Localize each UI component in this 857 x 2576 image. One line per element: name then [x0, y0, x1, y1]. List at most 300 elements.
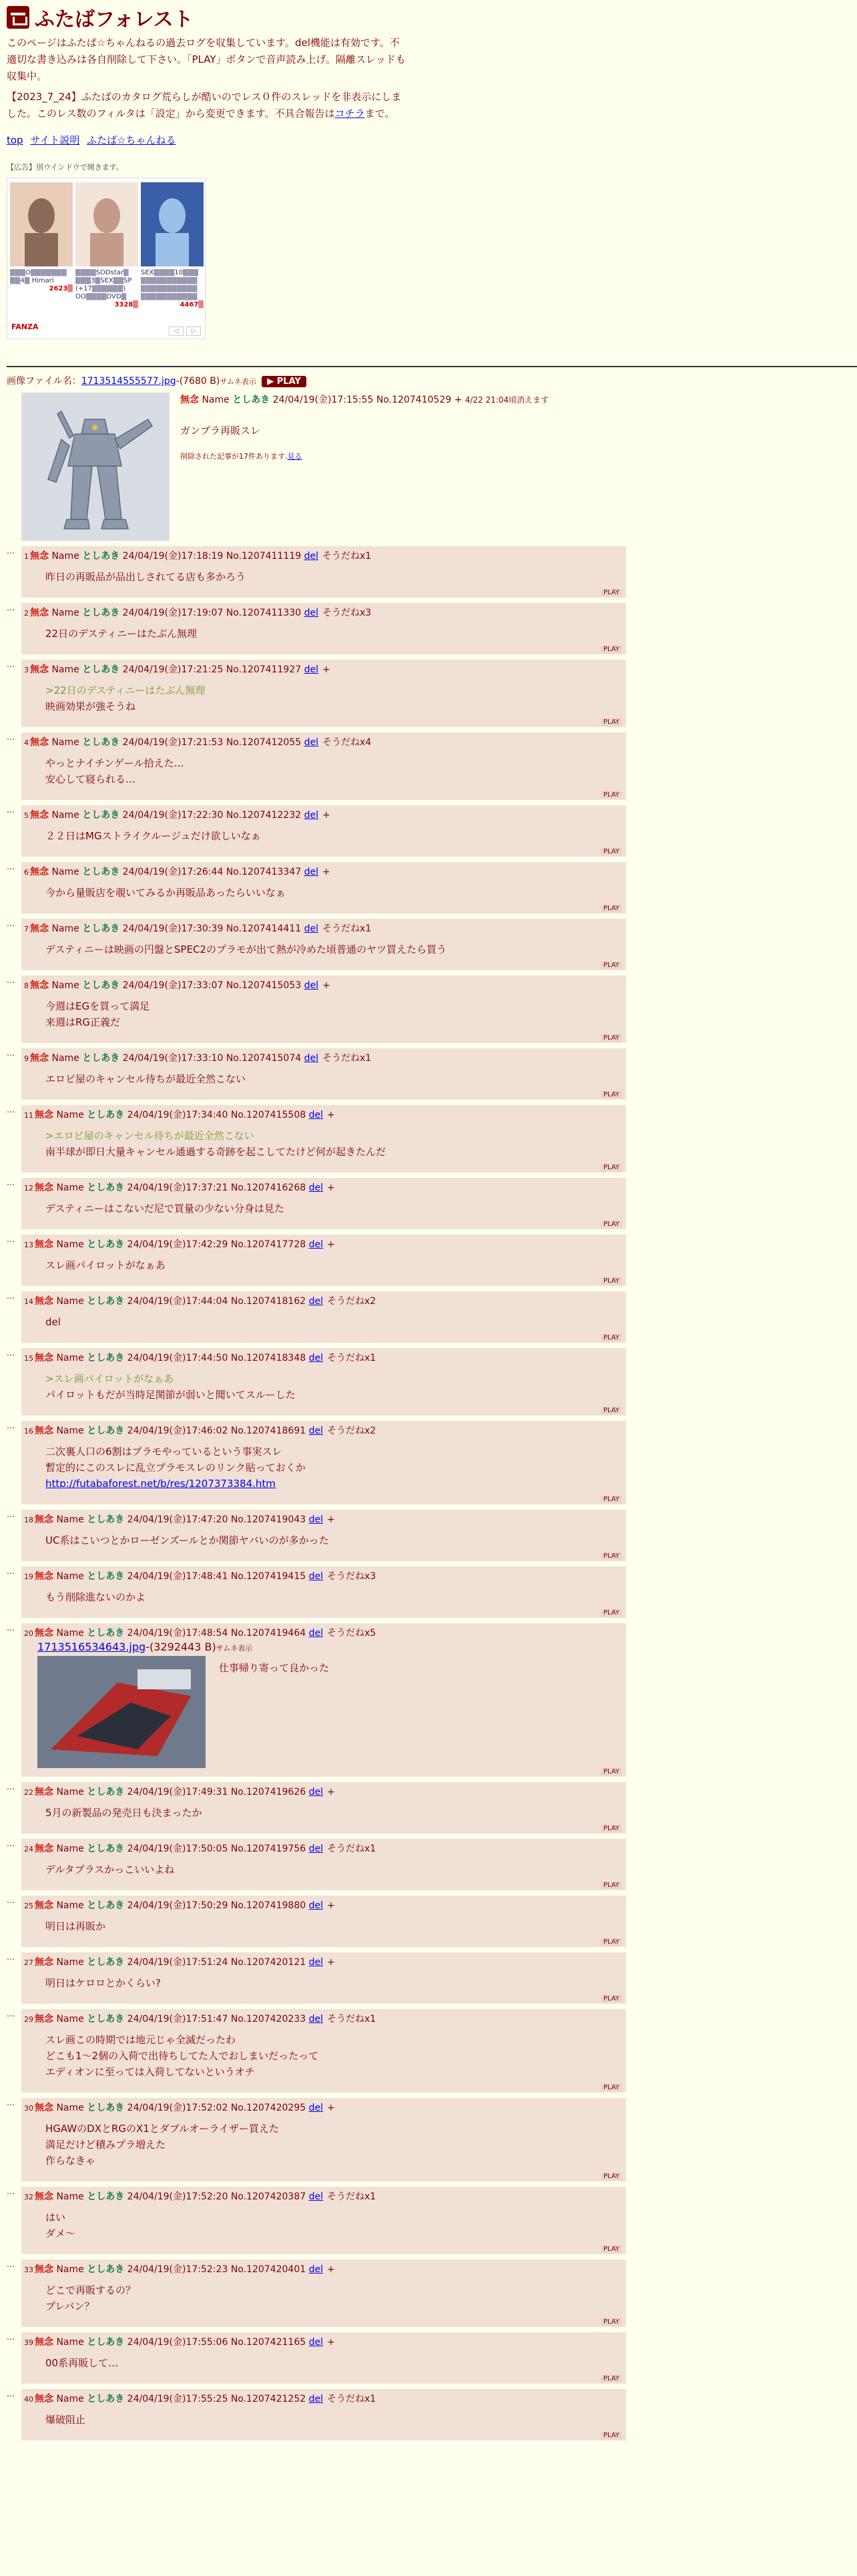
reply-name: としあき — [82, 923, 120, 934]
sodane-button[interactable]: + — [326, 2337, 335, 2348]
reply-row — [7, 2187, 850, 2254]
reply-play — [24, 2173, 622, 2180]
reply-post — [21, 1348, 626, 1416]
sodane-button[interactable]: そうだねx2 — [326, 1426, 376, 1436]
reply-name: としあき — [87, 1353, 125, 1363]
reply-post — [21, 805, 626, 857]
reply-body — [45, 569, 622, 585]
reply-datetime: 24/04/19(金)17:44:50 — [127, 1353, 228, 1363]
reply-play-button[interactable]: PLAY — [601, 1221, 622, 1228]
reply-play-button[interactable]: PLAY — [601, 1277, 622, 1285]
op-subject: 無念 — [180, 395, 199, 405]
del-link[interactable]: del — [308, 1183, 323, 1193]
reply-index: 24 — [24, 1845, 33, 1854]
reply-number[interactable]: No.1207421165 — [230, 2337, 306, 2348]
reply-post — [21, 919, 626, 970]
reply-url-link[interactable]: http://futabaforest.net/b/res/1207373384.htm — [45, 1478, 276, 1490]
op-play-button[interactable]: ▶ PLAY — [262, 376, 306, 387]
reply-row — [7, 1048, 850, 1100]
reply-play — [24, 646, 622, 653]
reply-play-button[interactable]: PLAY — [601, 2375, 622, 2382]
reply-play-button[interactable]: PLAY — [601, 2245, 622, 2253]
sodane-button[interactable]: + — [322, 867, 330, 877]
reply-name-label: Name — [56, 1571, 84, 1582]
reply-datetime: 24/04/19(金)17:47:20 — [127, 1514, 228, 1525]
reply-number[interactable]: No.1207418691 — [230, 1426, 306, 1436]
reply-post — [21, 1839, 626, 1890]
reply-index: 19 — [24, 1572, 33, 1581]
reply-play-button[interactable]: PLAY — [601, 1407, 622, 1414]
reply-post — [21, 976, 626, 1043]
sodane-button[interactable]: そうだねx1 — [326, 2014, 376, 2024]
ad-thumbnail[interactable] — [75, 182, 138, 266]
reply-body — [45, 1314, 622, 1330]
del-link[interactable]: del — [308, 1571, 323, 1582]
reply-text-line: 作らなきゃ — [45, 2155, 96, 2167]
reply-row — [7, 1421, 850, 1504]
site-logo-icon[interactable] — [7, 6, 29, 29]
reply-text-line: デスティニーはこないだ尼で買量の少ない分身は見た — [45, 1203, 284, 1215]
sodane-button[interactable]: + — [326, 1110, 335, 1120]
ad-prev-button[interactable]: ◁ — [169, 327, 184, 336]
reply-post — [21, 1291, 626, 1343]
reply-body — [45, 1975, 622, 1991]
reply-datetime: 24/04/19(金)17:52:02 — [127, 2103, 228, 2113]
ad-item-text[interactable]: OO▒▒▒▒DVD▒ — [75, 293, 127, 300]
reply-row — [7, 2389, 850, 2440]
op-image[interactable] — [21, 393, 170, 541]
reply-index: 2 — [24, 609, 29, 618]
del-link[interactable]: del — [304, 664, 318, 675]
reply-datetime: 24/04/19(金)17:21:53 — [122, 737, 224, 748]
reply-row — [7, 546, 850, 598]
reply-header — [24, 2335, 622, 2348]
del-link[interactable]: del — [304, 810, 318, 821]
reply-post — [21, 2260, 626, 2327]
reply-text-line: 暫定的にこのスレに乱立プラモスレのリンク貼っておくか — [45, 1462, 306, 1474]
reply-name-label: Name — [56, 1844, 84, 1854]
nav-top-link[interactable]: top — [7, 134, 23, 146]
del-link[interactable]: del — [308, 1900, 323, 1911]
reply-dots: … — [7, 2389, 15, 2398]
reply-subject: 無念 — [30, 867, 49, 877]
reply-number[interactable]: No.1207420401 — [230, 2264, 306, 2275]
reply-number[interactable]: No.1207419415 — [230, 1571, 306, 1582]
reply-subject: 無念 — [35, 1787, 53, 1797]
sodane-button[interactable]: + — [322, 664, 330, 675]
show-deleted-link[interactable]: 見る — [287, 452, 302, 461]
reply-subject: 無念 — [35, 2103, 53, 2113]
reply-post — [21, 1623, 626, 1777]
reply-subject: 無念 — [30, 551, 49, 562]
reply-datetime: 24/04/19(金)17:49:31 — [127, 1787, 228, 1797]
reply-number[interactable]: No.1207411927 — [226, 664, 302, 675]
reply-play — [24, 2084, 622, 2091]
ad-next-button[interactable]: ▷ — [186, 327, 201, 336]
reply-index: 12 — [24, 1184, 33, 1193]
sodane-button[interactable]: そうだねx3 — [322, 608, 372, 618]
op-file-meta: -(7680 B) — [176, 376, 220, 387]
site-title[interactable]: ふたばフォレスト — [35, 8, 194, 31]
deleted-note — [180, 451, 549, 461]
reply-play-button[interactable]: PLAY — [601, 1995, 622, 2002]
sodane-button[interactable]: そうだねx5 — [326, 1628, 376, 1639]
reply-number[interactable]: No.1207417728 — [230, 1239, 306, 1250]
reply-row — [7, 1348, 850, 1416]
reply-play-button[interactable]: PLAY — [601, 718, 622, 726]
reply-number[interactable]: No.1207419464 — [230, 1628, 306, 1639]
reply-file-meta: -(3292443 B) — [146, 1641, 216, 1653]
reply-datetime: 24/04/19(金)17:52:20 — [127, 2191, 228, 2202]
reply-index: 33 — [24, 2266, 33, 2274]
reply-dots: … — [7, 660, 15, 669]
sodane-button[interactable]: + — [326, 1239, 335, 1250]
reply-text-line: 明日はケロロとかくらい? — [45, 1977, 161, 1989]
del-link[interactable]: del — [308, 1628, 323, 1639]
reply-name-label: Name — [56, 1183, 84, 1193]
reply-body — [45, 626, 622, 642]
reply-number[interactable]: No.1207419880 — [230, 1900, 306, 1911]
reply-header — [24, 1955, 622, 1968]
ad-item[interactable] — [10, 182, 73, 308]
del-link[interactable]: del — [308, 1514, 323, 1525]
reply-play-button[interactable]: PLAY — [601, 589, 622, 596]
nav-about-link[interactable]: サイト説明 — [30, 134, 80, 146]
reply-text-line: 22日のデスティニーはたぶん無理 — [45, 628, 197, 640]
ad-item-text[interactable]: ▒▒▒▒▒▒▒▒▒▒▒ — [141, 277, 198, 284]
del-link[interactable]: del — [304, 980, 318, 991]
reply-body — [45, 1444, 622, 1492]
sodane-button[interactable]: そうだねx1 — [326, 2191, 376, 2202]
reply-number[interactable]: No.1207412055 — [226, 737, 302, 748]
sodane-button[interactable]: そうだねx1 — [322, 923, 372, 934]
reply-subject: 無念 — [30, 810, 49, 821]
reply-number[interactable]: No.1207420295 — [230, 2103, 306, 2113]
reply-name-label: Name — [56, 1296, 84, 1307]
sodane-button[interactable]: そうだねx4 — [322, 737, 372, 748]
reply-index: 32 — [24, 2193, 33, 2201]
reply-play-button[interactable]: PLAY — [601, 961, 622, 969]
reply-name-label: Name — [56, 1957, 84, 1968]
report-link[interactable]: コチラ — [334, 108, 365, 120]
reply-play-button[interactable]: PLAY — [601, 1768, 622, 1775]
del-link[interactable]: del — [308, 2337, 323, 2348]
reply-dots: … — [7, 1291, 15, 1301]
op-thumb-label: サムネ表示 — [220, 377, 256, 386]
del-link[interactable]: del — [308, 1426, 323, 1436]
reply-header — [24, 1842, 622, 1855]
reply-name: としあき — [87, 2337, 125, 2348]
ad-pager — [166, 323, 201, 336]
reply-header — [24, 1785, 622, 1798]
reply-index: 3 — [24, 666, 29, 674]
reply-text-line: プレバン？ — [45, 2300, 95, 2312]
del-link[interactable]: del — [308, 1844, 323, 1854]
reply-text-line: エロビ屋のキャンセル待ちが最近全然こない — [45, 1073, 246, 1085]
reply-image[interactable] — [37, 1656, 206, 1768]
reply-name: としあき — [87, 2103, 125, 2113]
reply-dots: … — [7, 603, 15, 612]
reply-body — [45, 1532, 622, 1548]
ad-brand[interactable]: FANZA — [11, 323, 39, 331]
del-link[interactable]: del — [304, 608, 318, 618]
del-link[interactable]: del — [304, 867, 318, 877]
reply-body — [45, 941, 622, 957]
reply-text-line: 映画効果が強そうね — [45, 700, 136, 712]
reply-index: 40 — [24, 2395, 33, 2404]
reply-datetime: 24/04/19(金)17:33:10 — [122, 1053, 224, 1064]
del-link[interactable]: del — [308, 1787, 323, 1797]
del-link[interactable]: del — [308, 1296, 323, 1307]
reply-body — [45, 1071, 622, 1087]
sodane-button[interactable]: + — [326, 2103, 335, 2113]
del-link[interactable]: del — [308, 2014, 323, 2024]
reply-number[interactable]: No.1207415508 — [230, 1110, 306, 1120]
reply-number[interactable]: No.1207415074 — [226, 1053, 302, 1064]
reply-subject: 無念 — [35, 1844, 53, 1854]
reply-play-button[interactable]: PLAY — [601, 1552, 622, 1560]
del-link[interactable]: del — [304, 923, 318, 934]
reply-subject: 無念 — [35, 1110, 53, 1120]
reply-name-label: Name — [56, 1628, 84, 1639]
reply-name: としあき — [82, 980, 120, 991]
reply-number[interactable]: No.1207419043 — [230, 1514, 306, 1525]
reply-post — [21, 1952, 626, 2004]
reply-play-button[interactable]: PLAY — [601, 1164, 622, 1171]
reply-play-button[interactable]: PLAY — [601, 1609, 622, 1617]
reply-header — [24, 1108, 622, 1121]
reply-number[interactable]: No.1207411119 — [226, 551, 302, 562]
reply-header — [24, 2189, 622, 2203]
reply-name: としあき — [87, 1957, 125, 1968]
ad-item-text[interactable]: ▒▒4▒ Himari — [10, 277, 54, 284]
sodane-button[interactable]: + — [326, 1514, 335, 1525]
del-link[interactable]: del — [308, 1353, 323, 1363]
op-header — [180, 393, 549, 406]
ad-item[interactable] — [141, 182, 204, 308]
reply-play — [24, 2245, 622, 2253]
reply-index: 18 — [24, 1516, 33, 1524]
reply-play-button[interactable]: PLAY — [601, 646, 622, 653]
ad-item-text[interactable]: ▒▒▒▒▒▒▒▒▒▒▒ — [141, 293, 198, 300]
del-link[interactable]: del — [304, 1053, 318, 1064]
reply-number[interactable]: No.1207414411 — [226, 923, 302, 934]
sodane-button[interactable]: + — [326, 1787, 335, 1797]
reply-text-line: 満足だけど積みプラ増えた — [45, 2139, 166, 2151]
reply-number[interactable]: No.1207421252 — [230, 2394, 306, 2404]
reply-play-button[interactable]: PLAY — [601, 1034, 622, 1042]
reply-row — [7, 2098, 850, 2181]
reply-play — [24, 1091, 622, 1098]
reply-header — [24, 1626, 622, 1639]
reply-datetime: 24/04/19(金)17:48:41 — [127, 1571, 228, 1582]
reply-quote: >スレ画パイロットがなぁあ — [45, 1373, 174, 1385]
reply-post — [21, 1782, 626, 1834]
reply-play-button[interactable]: PLAY — [601, 905, 622, 912]
sodane-button[interactable]: + — [322, 980, 330, 991]
reply-body — [45, 2032, 622, 2080]
ad-box[interactable] — [7, 178, 206, 339]
reply-play — [24, 1221, 622, 1228]
reply-post — [21, 1235, 626, 1286]
op-file-link[interactable]: 1713514555577.jpg — [81, 376, 176, 387]
reply-play — [24, 2318, 622, 2326]
reply-index: 20 — [24, 1629, 33, 1638]
reply-header — [24, 1512, 622, 1526]
reply-play-button[interactable]: PLAY — [601, 848, 622, 855]
reply-row — [7, 862, 850, 913]
reply-name-label: Name — [56, 1110, 84, 1120]
reply-number[interactable]: No.1207416268 — [230, 1183, 306, 1193]
ad-item-text[interactable]: (+17▒▒▒▒▒▒) — [75, 285, 126, 292]
reply-play-button[interactable]: PLAY — [601, 1496, 622, 1503]
reply-number[interactable]: No.1207420387 — [230, 2191, 306, 2202]
del-link[interactable]: del — [308, 2103, 323, 2113]
reply-row — [7, 1896, 850, 1947]
reply-dots: … — [7, 2260, 15, 2269]
ad-thumbnail[interactable] — [141, 182, 204, 266]
reply-row — [7, 1105, 850, 1172]
ad-item-text[interactable]: ▒▒▒O▒▒▒▒▒▒▒ — [10, 269, 67, 276]
reply-row — [7, 976, 850, 1043]
reply-header — [24, 1237, 622, 1251]
reply-name: としあき — [82, 1053, 120, 1064]
reply-dots: … — [7, 1178, 15, 1187]
reply-name-label: Name — [56, 1787, 84, 1797]
del-link[interactable]: del — [308, 2264, 323, 2275]
reply-play-button[interactable]: PLAY — [601, 2084, 622, 2091]
reply-name-label: Name — [56, 2264, 84, 2275]
reply-dots: … — [7, 1623, 15, 1633]
reply-file-link[interactable]: 1713516534643.jpg — [37, 1641, 146, 1653]
reply-body — [45, 755, 622, 787]
reply-play-button[interactable]: PLAY — [601, 791, 622, 799]
reply-index: 29 — [24, 2015, 33, 2024]
reply-name: としあき — [87, 1787, 125, 1797]
reply-number[interactable]: No.1207415053 — [226, 980, 302, 991]
reply-dots: … — [7, 805, 15, 815]
reply-row — [7, 2009, 850, 2093]
sodane-button[interactable]: そうだねx1 — [326, 1353, 376, 1363]
ad-item-text[interactable]: ▒▒▒3▒SEX▒▒SP — [75, 277, 132, 284]
ad-item-text[interactable]: ▒▒▒▒▒▒▒▒▒▒▒ — [141, 285, 198, 292]
reply-play — [24, 1609, 622, 1617]
reply-name-label: Name — [51, 867, 79, 877]
sodane-button[interactable]: + — [326, 1957, 335, 1968]
reply-play-button[interactable]: PLAY — [601, 2173, 622, 2180]
sodane-button[interactable]: そうだねx3 — [326, 1571, 376, 1582]
del-link[interactable]: del — [308, 1957, 323, 1968]
reply-number[interactable]: No.1207420233 — [230, 2014, 306, 2024]
del-link[interactable]: del — [308, 1239, 323, 1250]
del-link[interactable]: del — [308, 1110, 323, 1120]
del-link[interactable]: del — [304, 737, 318, 748]
reply-play — [24, 1995, 622, 2002]
reply-play — [24, 1496, 622, 1503]
reply-number[interactable]: No.1207420121 — [230, 1957, 306, 1968]
reply-row — [7, 1566, 850, 1618]
reply-body — [45, 2121, 622, 2169]
sodane-button[interactable]: そうだねx2 — [326, 1296, 376, 1307]
reply-number[interactable]: No.1207413347 — [226, 867, 302, 877]
reply-row — [7, 603, 850, 654]
del-link[interactable]: del — [308, 2394, 323, 2404]
reply-number[interactable]: No.1207411330 — [226, 608, 302, 618]
reply-number[interactable]: No.1207418162 — [230, 1296, 306, 1307]
reply-play — [24, 1938, 622, 1946]
ad-item-text[interactable]: ▒▒▒▒SODstar▒ — [75, 269, 129, 276]
reply-datetime: 24/04/19(金)17:55:06 — [127, 2337, 228, 2348]
sodane-button[interactable]: + — [326, 2264, 335, 2275]
reply-dots: … — [7, 2009, 15, 2018]
nav-futaba-link[interactable]: ふたば☆ちゃんねる — [87, 134, 176, 146]
reply-play-button[interactable]: PLAY — [601, 1882, 622, 1889]
reply-play — [24, 1334, 622, 1341]
reply-dots: … — [7, 1105, 15, 1114]
reply-post — [21, 1510, 626, 1561]
reply-text-line: 明日は再販か — [45, 1920, 106, 1932]
op-number[interactable]: No.1207410529 — [376, 395, 452, 405]
reply-body — [45, 1862, 622, 1878]
reply-play-button[interactable]: PLAY — [601, 1938, 622, 1946]
reply-post — [21, 546, 626, 598]
reply-play — [24, 848, 622, 855]
reply-index: 27 — [24, 1958, 33, 1967]
reply-text-line: HGAWのDXとRGのX1とダブルオーライザー買えた — [45, 2123, 279, 2135]
nav-links — [7, 133, 850, 147]
ad-item[interactable] — [75, 182, 138, 308]
sodane-button[interactable]: + — [322, 810, 330, 821]
reply-play-button[interactable]: PLAY — [601, 2432, 622, 2439]
reply-text-line: 00系再販して… — [45, 2357, 119, 2369]
reply-name-label: Name — [56, 1239, 84, 1250]
reply-play-button[interactable]: PLAY — [601, 1825, 622, 1832]
reply-subject: 無念 — [30, 608, 49, 618]
reply-name-label: Name — [56, 2337, 84, 2348]
reply-play-button[interactable]: PLAY — [601, 2318, 622, 2326]
reply-number[interactable]: No.1207419626 — [230, 1787, 306, 1797]
reply-text-line: デスティニーは映画の円盤とSPEC2のプラモが出て熱が冷めた頃普通のヤツ買えたら買う — [45, 943, 447, 955]
reply-play — [24, 791, 622, 799]
reply-number[interactable]: No.1207418348 — [230, 1353, 306, 1363]
sodane-button[interactable]: + — [326, 1183, 335, 1193]
sodane-button[interactable]: そうだねx1 — [326, 1844, 376, 1854]
del-link[interactable]: del — [308, 2191, 323, 2202]
reply-play-button[interactable]: PLAY — [601, 1091, 622, 1098]
ad-item-text[interactable]: SEX▒▒▒▒10▒▒▒ — [141, 269, 199, 276]
reply-number[interactable]: No.1207412232 — [226, 810, 302, 821]
reply-text-line: UC系はこいつとかローゼンズールとか関節ヤバいのが多かった — [45, 1534, 329, 1546]
reply-index: 11 — [24, 1111, 33, 1120]
op-plus[interactable]: + — [454, 395, 463, 405]
reply-play-button[interactable]: PLAY — [601, 1334, 622, 1341]
ad-thumbnail[interactable] — [10, 182, 73, 266]
sodane-button[interactable]: + — [326, 1900, 335, 1911]
reply-name-label: Name — [56, 2103, 84, 2113]
reply-post — [21, 2098, 626, 2181]
sodane-button[interactable]: そうだねx1 — [322, 551, 372, 562]
reply-name: としあき — [87, 1426, 125, 1436]
sodane-button[interactable]: そうだねx1 — [322, 1053, 372, 1064]
reply-dots: … — [7, 976, 15, 985]
reply-text-line: 5月の新製品の発売日も決まったか — [45, 1807, 202, 1819]
del-link[interactable]: del — [304, 551, 318, 562]
sodane-button[interactable]: そうだねx1 — [326, 2394, 376, 2404]
reply-dots: … — [7, 2098, 15, 2107]
reply-name: としあき — [87, 1183, 125, 1193]
reply-number[interactable]: No.1207419756 — [230, 1844, 306, 1854]
reply-header — [24, 921, 622, 935]
